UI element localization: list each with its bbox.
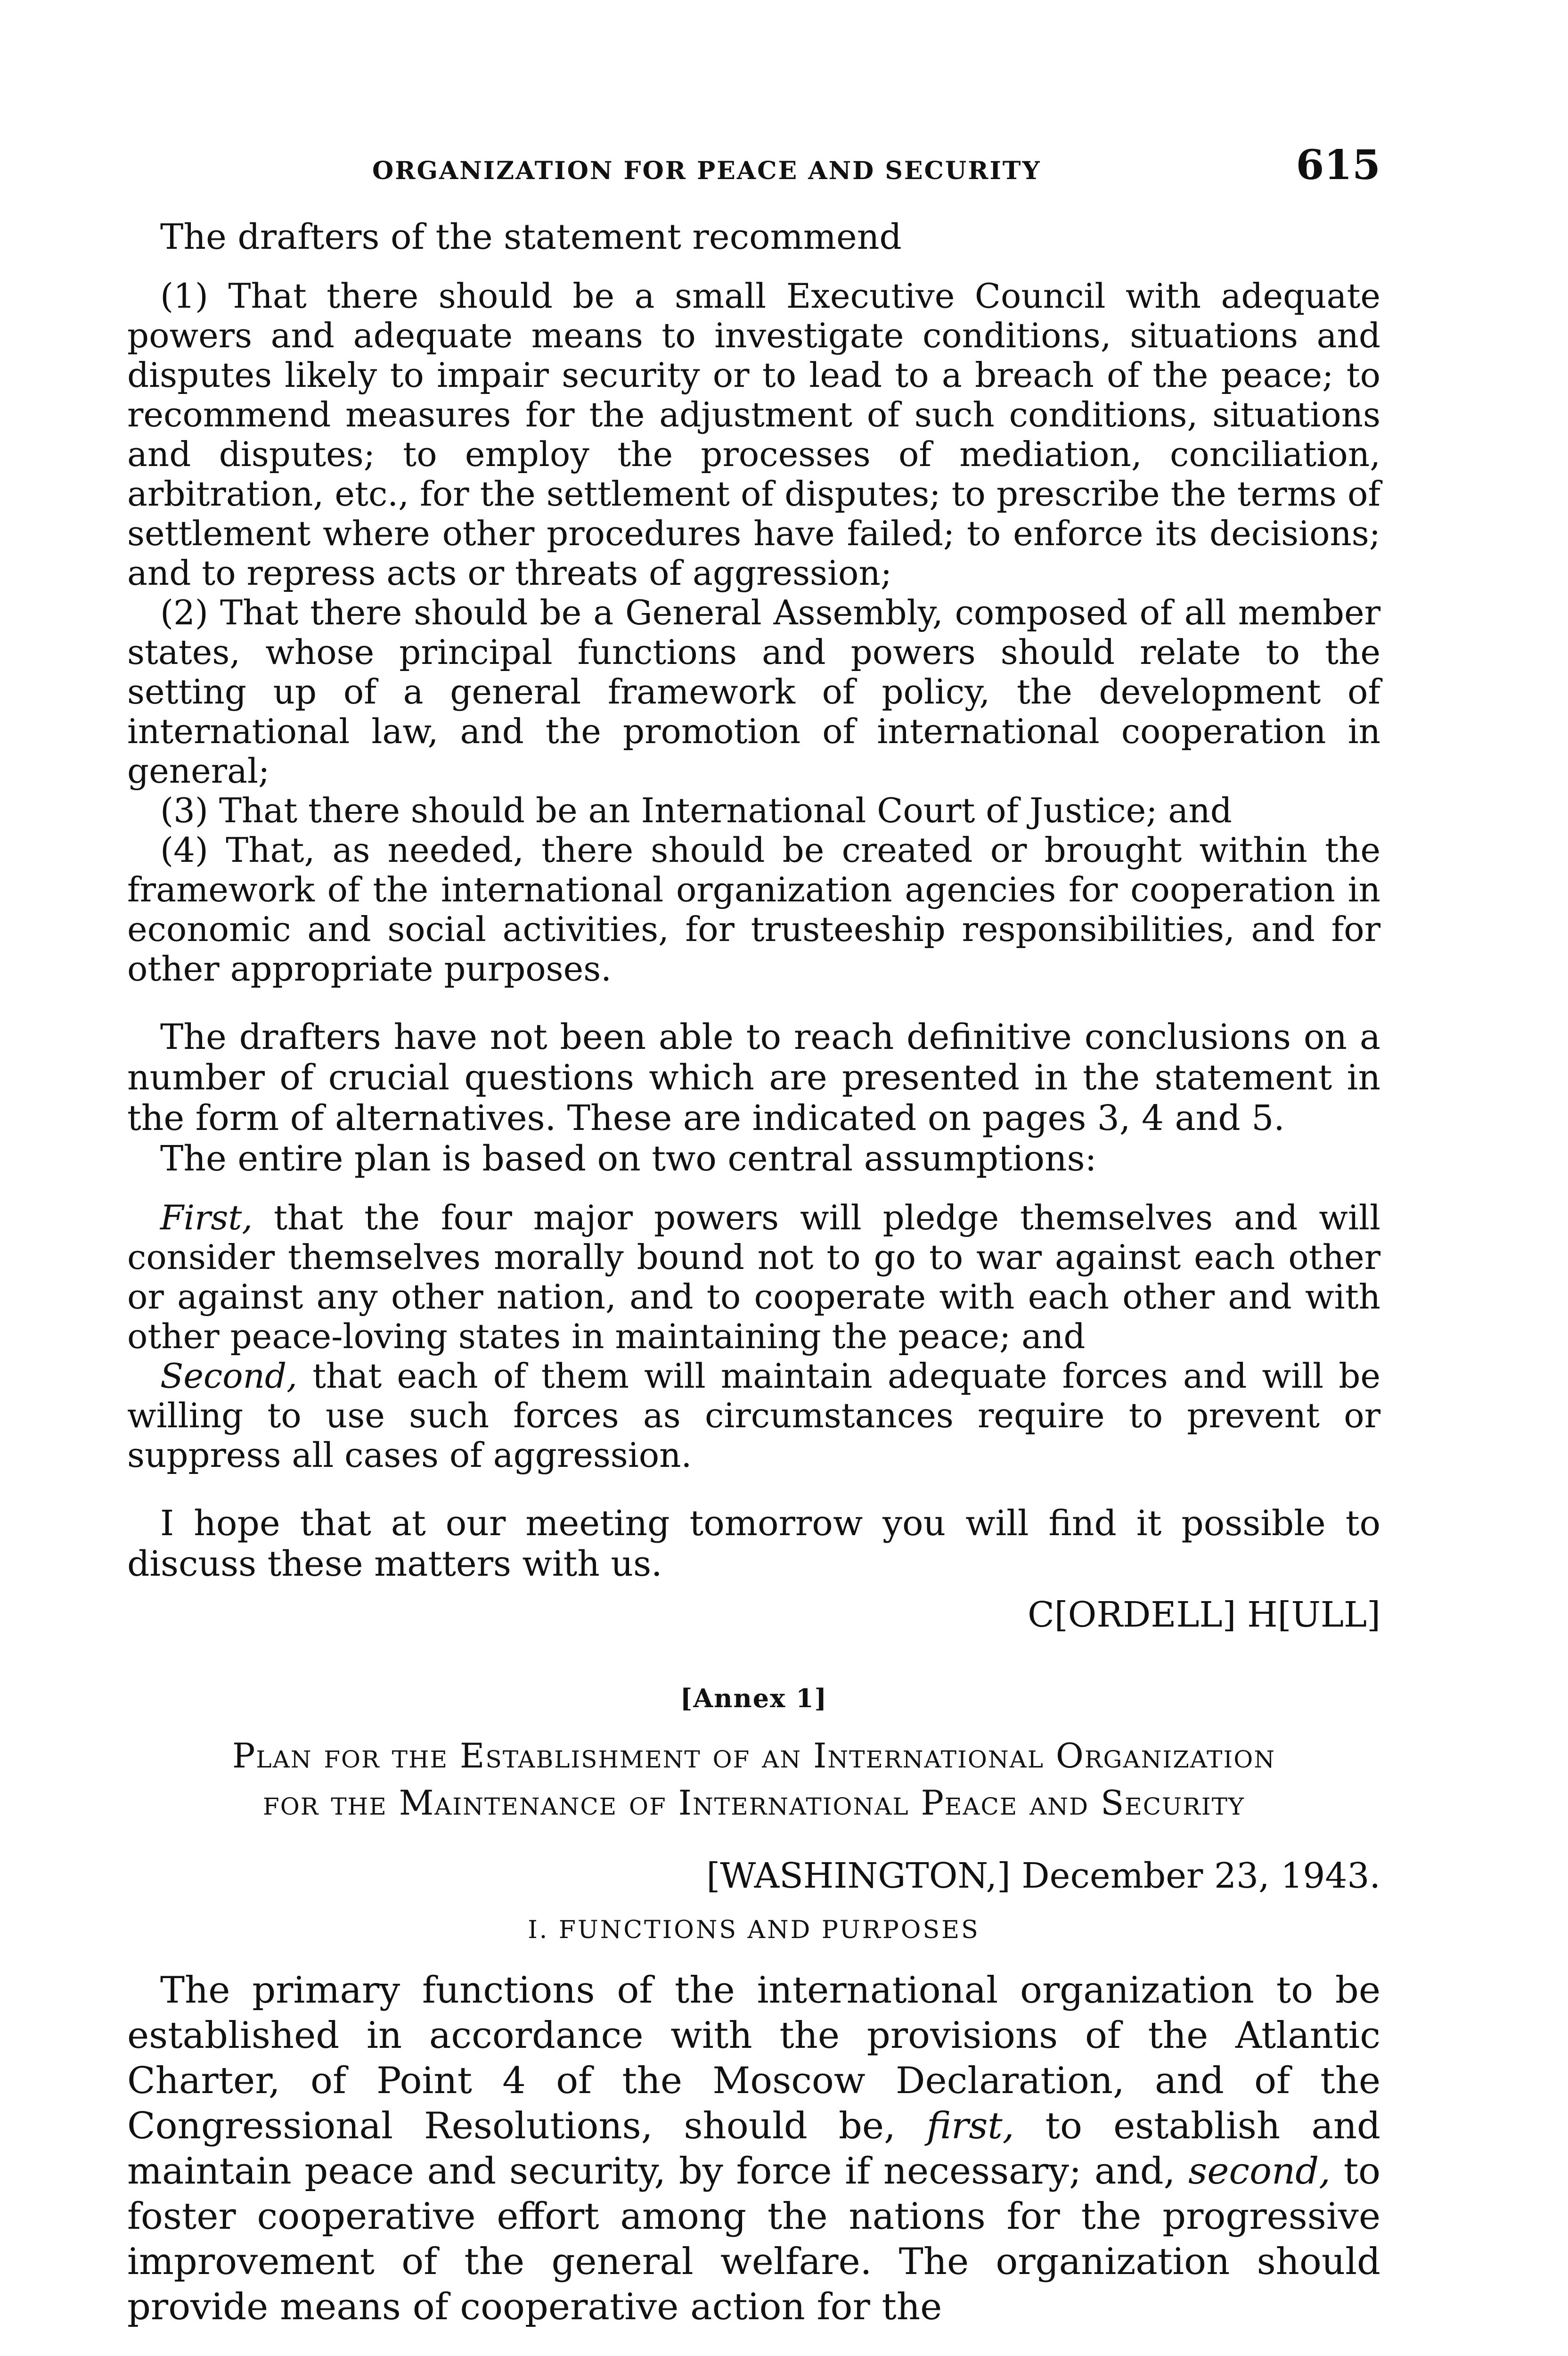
recommendation-item: (4) That, as needed, there should be created or brought within the framework of the international organization agencies for cooperation in economic and social activities, for trusteeship responsibilities, and for other appropriate purposes. [127, 830, 1380, 989]
page-header [127, 141, 1380, 198]
assumption-first [127, 1198, 1380, 1356]
assumptions-intro: The entire plan is based on two central assumptions: [160, 1138, 1097, 1179]
functions-paragraph [127, 1968, 1380, 2330]
recommendation-item: (2) That there should be a General Assembly, composed of all member states, whose principal functions and powers should relate to the setting up of a general framework of policy, the development of international law, and the promotion of international cooperation in general; [127, 593, 1380, 791]
functions-section [127, 1968, 1380, 2330]
section-heading: I. FUNCTIONS AND PURPOSES [528, 1916, 980, 1944]
second-word: Second, [160, 1356, 297, 1396]
plan-title-line-1: Plan for the Establishment of an International Organization [232, 1736, 1276, 1775]
first-word: First, [160, 1198, 253, 1237]
page-number: 615 [1296, 141, 1380, 189]
closing-paragraph: I hope that at our meeting tomorrow you will find it possible to discuss these matters with us. [127, 1503, 1380, 1584]
recommendation-item: (3) That there should be an International Court of Justice; and [160, 791, 1232, 830]
recommendation-item: (1) That there should be a small Executive Council with adequate powers and adequate means to investigate conditions, situations and disputes likely to impair security or to lead to a breach of the peace; to recommend measures for the adjustment of such conditions, situations and disputes; to employ the processes of mediation, conciliation, arbitration, etc., for the settlement of disputes; to prescribe the terms of settlement where other procedures have failed; to enforce its decisions; and to repress acts or threats of aggression; [127, 276, 1380, 593]
intro-line: The drafters of the statement recommend [160, 217, 902, 257]
functions-second: second, [1188, 2150, 1331, 2192]
second-text: that each of them will maintain adequate forces and will be willing to use such forces as circumstances require to prevent or suppress all cases of aggression. [127, 1356, 1380, 1475]
signature: C[ORDELL] H[ULL] [1028, 1595, 1380, 1635]
first-text: that the four major powers will pledge themselves and will consider themselves morally bound not to go to war against each other or against any other nation, and to cooperate with each other and with other peace-loving states in maintaining the peace; and [127, 1198, 1380, 1356]
functions-text-3: to foster cooperative effort among the nations for the progressive improvement of the general welfare. The organization should provide means of cooperative action for the [127, 2150, 1380, 2328]
dateline: [WASHINGTON,] December 23, 1943. [706, 1856, 1380, 1896]
functions-text-2: to establish and maintain peace and security, by force if necessary; and, [127, 2105, 1380, 2192]
assumption-second [127, 1356, 1380, 1475]
document-page [127, 141, 1380, 2330]
assumptions-block [127, 1198, 1380, 1475]
running-head: ORGANIZATION FOR PEACE AND SECURITY [372, 156, 1041, 185]
alternatives-paragraph: The drafters have not been able to reach definitive conclusions on a number of crucial questions which are presented in the statement in the form of alternatives. These are indicated on pages 3, 4 and 5. [127, 1017, 1380, 1138]
functions-text-1: The primary functions of the international organization to be established in accordance with the provisions of the Atlantic Charter, of Point 4 of the Moscow Declaration, and of the Congressional Resolutions, should be, [127, 1969, 1380, 2147]
plan-title [127, 1732, 1380, 1826]
functions-first: first, [927, 2105, 1014, 2147]
plan-title-line-2: for the Maintenance of International Peace and Security [263, 1783, 1245, 1823]
annex-label: [Annex 1] [680, 1683, 828, 1713]
recommendations-list [127, 276, 1380, 989]
